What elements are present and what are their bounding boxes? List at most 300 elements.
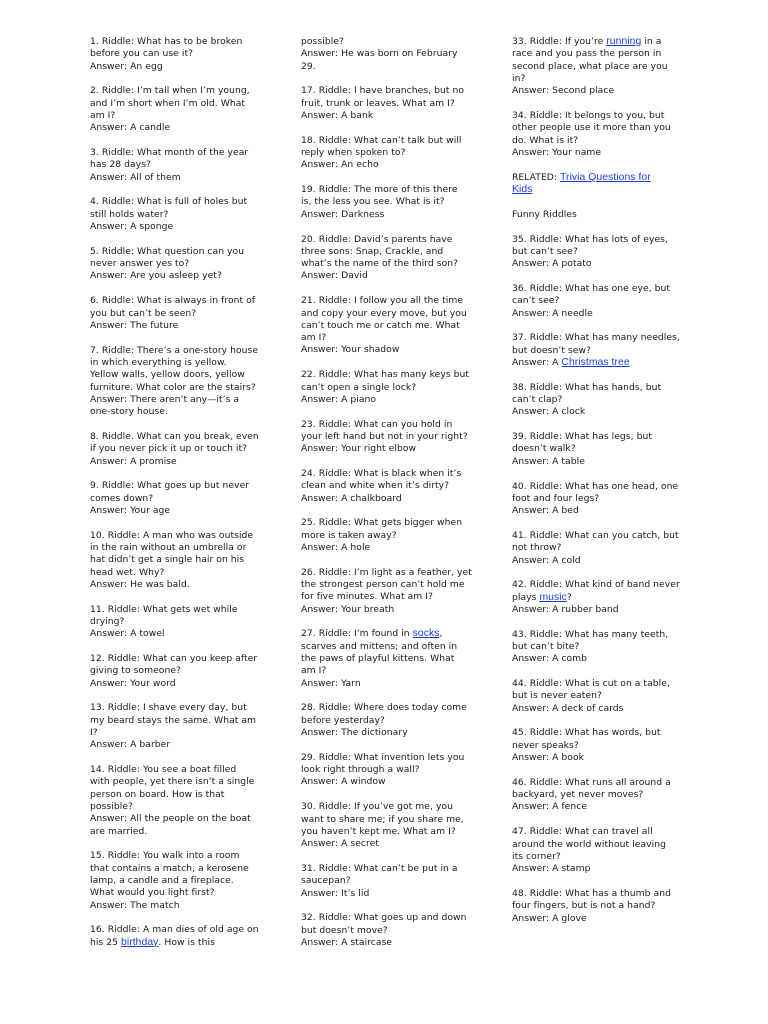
text-line	[301, 270, 473, 282]
riddle-block	[301, 468, 473, 505]
text-segment: possible?	[90, 801, 133, 813]
text-line	[90, 480, 265, 492]
riddle-block	[512, 172, 680, 197]
text-line	[301, 888, 473, 900]
text-line	[512, 357, 680, 369]
text-segment: one-story house.	[90, 406, 168, 418]
text-segment: Answer: All of them	[90, 171, 181, 183]
riddle-block	[90, 36, 265, 73]
text-segment: fruit, trunk or leaves. What am I?	[301, 97, 455, 109]
text-line	[90, 887, 265, 899]
text-line	[512, 789, 680, 801]
text-line	[301, 715, 473, 727]
text-segment: Answer: Darkness	[301, 208, 385, 220]
text-line	[512, 147, 680, 159]
text-segment: Answer: A stamp	[512, 863, 591, 875]
text-line	[512, 295, 680, 307]
text-line	[512, 604, 680, 616]
text-segment: but can’t bite?	[512, 640, 580, 652]
text-line	[301, 579, 473, 591]
text-segment: want to share me; if you share me,	[301, 813, 464, 825]
text-segment: in the rain without an umbrella or	[90, 542, 247, 553]
text-segment: more is taken away?	[301, 529, 397, 541]
text-line	[301, 912, 473, 924]
riddle-block	[512, 481, 680, 518]
text-line	[512, 801, 680, 813]
text-line	[90, 36, 265, 48]
text-segment: the strongest person can’t hold me	[301, 579, 465, 591]
text-segment: 48. Riddle: What has a thumb and	[512, 887, 671, 899]
text-segment: am I?	[301, 332, 327, 344]
text-line	[90, 530, 265, 542]
text-line	[301, 628, 473, 640]
text-segment: giving to someone?	[90, 665, 181, 677]
text-line	[512, 184, 680, 196]
riddle-block	[301, 863, 473, 900]
text-line	[90, 221, 265, 233]
riddle-block	[512, 678, 680, 715]
text-segment: Answer: The dictionary	[301, 727, 408, 739]
text-segment: Funny Riddles	[512, 208, 577, 220]
riddle-block	[301, 912, 473, 949]
text-segment: look right through a wall?	[301, 764, 420, 776]
text-segment: Answer: There aren’t any—it’s a	[90, 393, 240, 405]
riddle-block	[301, 517, 473, 554]
text-segment: you but can’t be seen?	[90, 307, 197, 319]
text-segment: has 28 days?	[90, 159, 151, 171]
text-segment: am I?	[90, 109, 116, 121]
text-line	[90, 776, 265, 788]
text-segment: 2. Riddle: I’m tall when I’m young,	[90, 85, 250, 97]
text-line	[301, 344, 473, 356]
text-line	[301, 665, 473, 677]
text-line	[90, 505, 265, 517]
riddle-block	[301, 628, 473, 689]
text-segment: I?	[90, 727, 98, 739]
riddle-block	[301, 702, 473, 739]
text-segment: you haven’t kept me. What am I?	[301, 825, 456, 837]
text-segment: Answer: A needle	[512, 307, 593, 319]
text-line	[301, 320, 473, 332]
text-line	[512, 283, 680, 295]
text-segment: Answer: A towel	[90, 628, 165, 640]
text-segment: 20. Riddle: David’s parents have	[301, 233, 453, 245]
text-segment: clean and white when it’s dirty?	[301, 480, 450, 492]
text-segment: 14. Riddle: You see a boat filled	[90, 764, 237, 776]
text-segment: plays	[512, 591, 540, 603]
text-segment: foot and four legs?	[512, 492, 600, 504]
text-segment: 27. Riddle: I’m found in	[301, 628, 413, 640]
riddle-block	[512, 234, 680, 271]
text-line	[301, 295, 473, 307]
inline-link[interactable]: birthday	[121, 936, 159, 948]
riddle-block	[90, 147, 265, 184]
riddle-block	[90, 653, 265, 690]
riddle-block	[301, 135, 473, 172]
text-line	[90, 702, 265, 714]
text-line	[512, 826, 680, 838]
text-line	[90, 554, 265, 566]
text-segment: Answer: A candle	[90, 122, 171, 134]
text-line	[301, 98, 473, 110]
text-segment: Answer: A secret	[301, 838, 380, 850]
text-line	[90, 764, 265, 776]
text-segment: Answer: A window	[301, 776, 386, 788]
text-line	[301, 135, 473, 147]
text-line	[301, 838, 473, 850]
text-segment: 23. Riddle: What can you hold in	[301, 418, 453, 430]
text-line	[90, 813, 265, 825]
text-segment: Answer: A book	[512, 752, 584, 764]
riddle-block	[512, 209, 680, 221]
text-segment: can’t see?	[512, 295, 560, 307]
text-line	[301, 727, 473, 739]
text-segment: 22. Riddle: What has many keys but	[301, 369, 470, 381]
text-line	[512, 493, 680, 505]
riddle-block	[90, 196, 265, 233]
text-line	[512, 172, 680, 184]
text-line	[90, 159, 265, 171]
text-segment: 44. Riddle: What is cut on a table,	[512, 678, 670, 690]
text-segment: 24. Riddle: What is black when it’s	[301, 468, 462, 480]
text-line	[512, 678, 680, 690]
riddle-block	[512, 110, 680, 159]
riddle-block	[90, 295, 265, 332]
text-line	[512, 36, 680, 48]
text-segment: can’t clap?	[512, 394, 563, 406]
text-segment: 47. Riddle: What can travel all	[512, 826, 653, 838]
text-line	[301, 468, 473, 480]
text-line	[512, 653, 680, 665]
text-line	[512, 110, 680, 122]
text-line	[90, 85, 265, 97]
text-line	[90, 110, 265, 122]
riddle-block	[90, 480, 265, 517]
text-line	[90, 579, 265, 591]
riddle-block	[90, 850, 265, 911]
text-segment: 43. Riddle: What has many teeth,	[512, 628, 669, 640]
riddle-block	[512, 382, 680, 419]
text-line	[90, 172, 265, 184]
text-segment: 9. Riddle: What goes up but never	[90, 480, 250, 492]
text-line	[90, 61, 265, 73]
text-segment: Yellow walls, yellow doors, yellow	[90, 369, 245, 381]
text-segment: Answer: A	[512, 356, 562, 368]
text-line	[301, 246, 473, 258]
riddle-block	[512, 36, 680, 97]
text-segment: but can’t see?	[512, 245, 578, 257]
text-segment: the paws of playful kittens. What	[301, 653, 455, 665]
text-segment: never answer yes to?	[90, 258, 190, 270]
text-line	[90, 122, 265, 134]
text-line	[512, 481, 680, 493]
text-segment: am I?	[301, 665, 327, 677]
riddle-block	[512, 777, 680, 814]
text-line	[512, 777, 680, 789]
text-segment: 29.	[301, 60, 316, 72]
text-segment: and I’m short when I’m old. What	[90, 97, 246, 109]
text-segment: ,	[439, 628, 443, 640]
text-segment: Answer: A bank	[301, 109, 374, 121]
text-segment: Answer: A table	[512, 455, 585, 467]
inline-link[interactable]: Trivia Questions for	[560, 171, 651, 183]
text-segment: 13. Riddle: I shave every day, but	[90, 702, 247, 714]
riddle-block	[301, 752, 473, 789]
text-line	[90, 653, 265, 665]
riddle-block	[301, 85, 473, 122]
text-segment: Answer: A piano	[301, 393, 377, 405]
text-line	[301, 764, 473, 776]
riddle-block	[301, 369, 473, 406]
riddle-block	[512, 727, 680, 764]
text-line	[512, 382, 680, 394]
text-line	[90, 727, 265, 739]
text-line	[90, 270, 265, 282]
text-line	[301, 542, 473, 554]
text-line	[90, 542, 265, 554]
text-segment: 21. Riddle: I follow you all the time	[301, 295, 464, 307]
text-line	[90, 394, 265, 406]
text-line	[512, 727, 680, 739]
text-line	[512, 555, 680, 567]
text-line	[512, 61, 680, 73]
text-segment: Answer: Are you asleep yet?	[90, 270, 222, 282]
text-line	[512, 839, 680, 851]
text-line	[90, 196, 265, 208]
text-segment: Answer: The future	[90, 319, 179, 331]
riddle-block	[90, 85, 265, 134]
inline-link[interactable]: Christmas tree	[561, 356, 630, 368]
text-segment: 11. Riddle: What gets wet while	[90, 603, 238, 615]
text-line	[512, 913, 680, 925]
text-line	[90, 382, 265, 394]
text-line	[90, 308, 265, 320]
text-line	[301, 258, 473, 270]
text-segment: 30. Riddle: If you’ve got me, you	[301, 801, 453, 813]
text-line	[512, 246, 680, 258]
text-line	[301, 826, 473, 838]
text-line	[90, 209, 265, 221]
text-line	[512, 629, 680, 641]
text-segment: 35. Riddle: What has lots of eyes,	[512, 233, 668, 245]
text-segment: scarves and mittens; and often in	[301, 640, 458, 652]
text-line	[512, 863, 680, 875]
text-line	[301, 332, 473, 344]
text-line	[90, 900, 265, 912]
text-line	[90, 406, 265, 418]
text-segment: Answer: An egg	[90, 60, 163, 72]
text-line	[512, 85, 680, 97]
text-line	[90, 715, 265, 727]
text-segment: still holds water?	[90, 208, 169, 220]
text-line	[90, 147, 265, 159]
text-segment: 29. Riddle: What invention lets you	[301, 751, 465, 763]
inline-link[interactable]: Kids	[512, 183, 533, 195]
text-line	[301, 604, 473, 616]
text-segment: person on board. How is that	[90, 788, 225, 800]
text-segment: Answer: A rubber band	[512, 603, 619, 615]
text-segment: Answer: An echo	[301, 159, 379, 171]
text-segment: 42. Riddle: What kind of band never	[512, 579, 680, 591]
riddle-block	[301, 295, 473, 356]
riddle-block	[90, 924, 265, 949]
riddle-block	[301, 234, 473, 283]
text-segment: RELATED:	[512, 171, 561, 183]
riddle-block	[301, 567, 473, 616]
text-segment: 10. Riddle: A man who was outside	[90, 529, 254, 541]
text-segment: Answer: Second place	[512, 85, 615, 97]
text-segment: Answer: A potato	[512, 258, 592, 270]
text-line	[512, 888, 680, 900]
text-line	[301, 493, 473, 505]
inline-link[interactable]: music	[539, 591, 567, 603]
text-segment: saucepan?	[301, 875, 351, 887]
text-segment: 28. Riddle: Where does today come	[301, 702, 467, 714]
text-segment: before yesterday?	[301, 714, 385, 726]
text-line	[301, 567, 473, 579]
text-line	[512, 48, 680, 60]
text-segment: Answer: Your name	[512, 146, 602, 158]
text-line	[301, 591, 473, 603]
riddle-block	[301, 801, 473, 850]
riddle-block	[512, 332, 680, 369]
text-segment: my beard stays the same. What am	[90, 714, 257, 726]
text-line	[90, 246, 265, 258]
text-segment: Answer: A hole	[301, 542, 371, 553]
inline-link[interactable]: running	[606, 36, 642, 47]
text-line	[90, 320, 265, 332]
text-segment: reply when spoken to?	[301, 147, 406, 159]
text-line	[90, 604, 265, 616]
text-segment: 16. Riddle: A man dies of old age on	[90, 924, 259, 936]
text-segment: in a	[641, 36, 662, 47]
text-line	[512, 258, 680, 270]
text-segment: race and you pass the person in	[512, 48, 662, 60]
text-segment: 6. Riddle: What is always in front of	[90, 295, 256, 307]
text-segment: three sons: Snap, Crackle, and	[301, 245, 444, 257]
text-line	[512, 122, 680, 134]
text-segment: Answer: He was bald.	[90, 578, 190, 590]
text-segment: 7. Riddle: There’s a one-story house	[90, 344, 259, 356]
text-segment: Answer: A sponge	[90, 221, 174, 233]
inline-link[interactable]: socks	[412, 628, 440, 640]
text-line	[301, 431, 473, 443]
text-segment: his 25	[90, 936, 122, 948]
text-segment: backyard, yet never moves?	[512, 789, 644, 801]
text-segment: Answer: A chalkboard	[301, 492, 402, 504]
text-segment: 39. Riddle: What has legs, but	[512, 431, 652, 443]
text-segment: Answer: A fence	[512, 801, 588, 813]
text-segment: 46. Riddle: What runs all around a	[512, 776, 671, 788]
text-segment: but doesn’t sew?	[512, 344, 591, 356]
text-segment: Answer: A cold	[512, 554, 581, 566]
riddle-block	[512, 888, 680, 925]
text-segment: Answer: A staircase	[301, 936, 393, 948]
riddle-block	[301, 419, 473, 456]
text-line	[90, 789, 265, 801]
column-1	[90, 36, 265, 962]
text-segment: 15. Riddle: You walk into a room	[90, 850, 240, 862]
text-line	[90, 937, 265, 949]
text-line	[512, 209, 680, 221]
text-line	[90, 369, 265, 381]
text-line	[512, 752, 680, 764]
text-segment: if you never pick it up or touch it?	[90, 443, 248, 455]
text-segment: 18. Riddle: What can’t talk but will	[301, 134, 462, 146]
text-line	[90, 443, 265, 455]
text-line	[512, 851, 680, 863]
text-line	[301, 184, 473, 196]
text-segment: head wet. Why?	[90, 566, 165, 578]
text-line	[301, 110, 473, 122]
riddle-block	[301, 36, 473, 73]
text-segment: can’t open a single lock?	[301, 381, 417, 393]
text-line	[90, 98, 265, 110]
text-line	[512, 505, 680, 517]
text-segment: your left hand but not in your right?	[301, 430, 468, 442]
text-line	[90, 456, 265, 468]
text-segment: ?	[566, 591, 572, 603]
text-line	[301, 443, 473, 455]
text-segment: 31. Riddle: What can’t be put in a	[301, 862, 458, 874]
text-line	[90, 295, 265, 307]
text-segment: 4. Riddle: What is full of holes but	[90, 196, 248, 208]
riddle-block	[512, 826, 680, 875]
text-line	[512, 345, 680, 357]
text-line	[301, 480, 473, 492]
text-line	[90, 924, 265, 936]
text-segment: Answer: A glove	[512, 912, 587, 924]
text-segment: 19. Riddle: The more of this there	[301, 184, 458, 196]
text-line	[90, 345, 265, 357]
text-segment: furniture. What color are the stairs?	[90, 381, 256, 393]
text-segment: lamp, a candle and a fireplace.	[90, 875, 234, 887]
text-segment: 25. Riddle: What gets bigger when	[301, 517, 463, 529]
text-line	[512, 406, 680, 418]
text-line	[301, 925, 473, 937]
text-line	[301, 702, 473, 714]
text-segment: Answer: A clock	[512, 406, 586, 418]
text-segment: 17. Riddle: I have branches, but no	[301, 85, 465, 97]
text-segment: in?	[512, 72, 526, 84]
riddle-block	[301, 184, 473, 221]
text-line	[90, 826, 265, 838]
text-line	[512, 641, 680, 653]
riddle-block	[512, 629, 680, 666]
text-segment: never speaks?	[512, 739, 579, 751]
text-line	[301, 530, 473, 542]
text-segment: but is never eaten?	[512, 690, 602, 702]
text-segment: . How is this	[158, 936, 215, 948]
text-segment: Answer: Yarn	[301, 677, 361, 689]
text-line	[512, 394, 680, 406]
text-segment: not throw?	[512, 542, 562, 554]
text-segment: 38. Riddle: What has hands, but	[512, 381, 662, 393]
text-segment: Answer: David	[301, 270, 368, 282]
text-segment: 3. Riddle: What month of the year	[90, 147, 249, 159]
text-segment: 37. Riddle: What has many needles,	[512, 332, 680, 344]
riddle-block	[90, 604, 265, 641]
text-segment: Answer: Your age	[90, 504, 171, 516]
riddle-block	[512, 431, 680, 468]
text-line	[301, 752, 473, 764]
text-line	[301, 48, 473, 60]
text-segment: its corner?	[512, 850, 561, 862]
riddle-block	[512, 283, 680, 320]
text-line	[301, 394, 473, 406]
text-line	[90, 665, 265, 677]
text-segment: 8. Riddle. What can you break, even	[90, 430, 259, 442]
